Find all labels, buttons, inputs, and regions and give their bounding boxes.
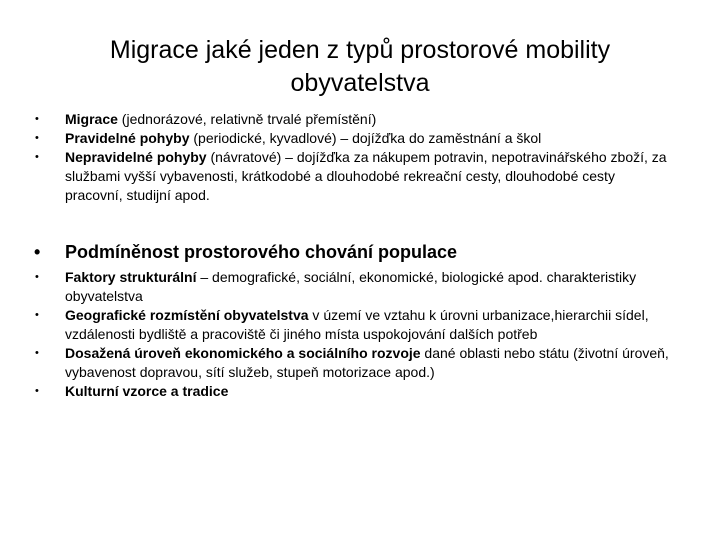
list-item-dosazena-uroven: [0, 344, 675, 382]
item-bold-text: Geografické rozmístění obyvatelstva: [65, 307, 309, 323]
migration-types-list: [0, 110, 675, 205]
list-item-nepravidelne-pohyby: [0, 148, 675, 205]
slide-title: [40, 34, 680, 100]
item-text: (návratové) – dojížďka za nákupem potravin, nepotravinářského zboží, za službami vyšší vybavenosti, krátkodobé a dlouhodobé rekreační cesty, dlouhodobé cesty pracovní, studijní apod.: [65, 149, 667, 203]
item-bold-text: Kulturní vzorce a tradice: [65, 383, 229, 399]
title-line-1: Migrace jaké jeden z typů prostorové mobility: [109, 36, 611, 64]
section-heading-text: Podmíněnost prostorového chování populace: [65, 242, 458, 262]
item-text: (jednorázové, relativně trvalé přemístění): [117, 111, 377, 127]
title-line-2: obyvatelstva: [290, 69, 430, 97]
item-bold-text: Dosažená úroveň ekonomického a sociálního rozvoje: [65, 345, 421, 361]
bullet-icon: •: [35, 132, 39, 144]
list-item-faktory-strukturalni: [0, 268, 675, 306]
item-text: v území ve vztahu k úrovni urbanizace,hierarchii sídel, vzdálenosti bydliště a pracoviště či jiného místa uspokojování dalších potřeb: [65, 307, 649, 342]
bullet-icon: •: [35, 385, 39, 397]
list-item-pravidelne-pohyby: [0, 129, 675, 148]
item-bold-text: Faktory strukturální: [65, 269, 197, 285]
bullet-icon: •: [35, 151, 39, 163]
bullet-icon: •: [35, 271, 39, 283]
bullet-icon: •: [35, 347, 39, 359]
conditions-list: [0, 268, 675, 401]
bullet-icon: •: [35, 113, 39, 125]
bullet-icon: •: [34, 242, 41, 262]
list-item-migrace: [0, 110, 675, 129]
list-item-kulturni-vzorce: [0, 382, 675, 401]
item-text: – demografické, sociální, ekonomické, biologické apod. charakteristiky obyvatelstva: [65, 269, 637, 304]
list-item-geograficke-rozmisteni: [0, 306, 675, 344]
item-bold-text: Migrace: [65, 111, 118, 127]
item-text: (periodické, kyvadlové) – dojížďka do zaměstnání a škol: [189, 130, 542, 146]
section-heading: [0, 240, 685, 264]
item-bold-text: Pravidelné pohyby: [65, 130, 190, 146]
bullet-icon: •: [35, 309, 39, 321]
item-text: dané oblasti nebo státu (životní úroveň, vybavenost dopravou, sítí služeb, stupeň motorizace apod.): [65, 345, 669, 380]
item-bold-text: Nepravidelné pohyby: [65, 149, 207, 165]
